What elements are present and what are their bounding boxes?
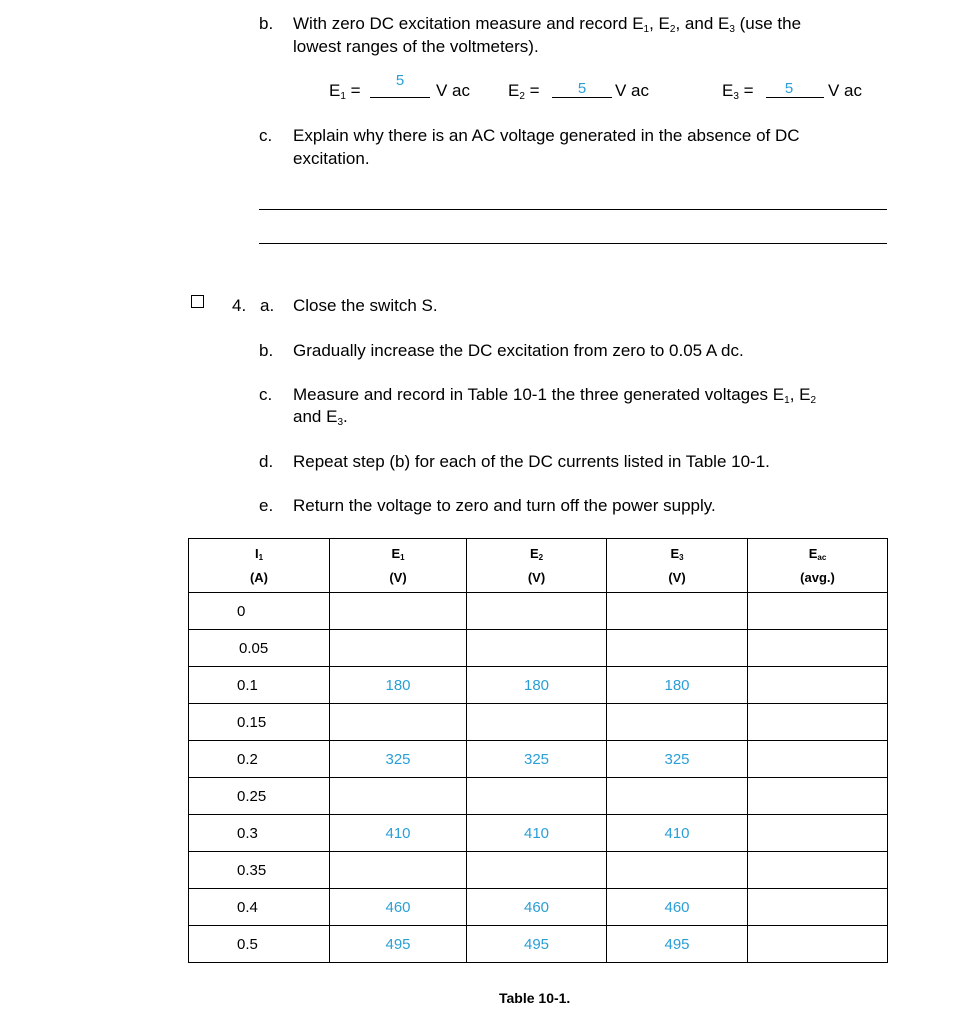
cell-e2[interactable]: 460 [467, 889, 607, 926]
table-row [189, 815, 888, 852]
cell-e2[interactable] [467, 630, 607, 667]
cell-e2[interactable]: 180 [467, 667, 607, 704]
cell-e2[interactable] [467, 852, 607, 889]
table-row [189, 630, 888, 667]
e1-answer-value: 5 [395, 72, 405, 89]
step4c-marker: c. [259, 385, 273, 404]
step4b-text: Gradually increase the DC excitation from zero to 0.05 A dc. [293, 341, 744, 360]
cell-i1: 0.5 [189, 926, 330, 963]
cell-e2[interactable]: 410 [467, 815, 607, 852]
e2-label: $E_2$ = [508, 81, 540, 102]
e1-label: $E_1$ = [329, 81, 361, 102]
cell-e1[interactable] [330, 704, 467, 741]
e3-answer-value: 5 [784, 80, 794, 97]
step4e-marker: e. [259, 496, 274, 515]
cell-e1[interactable] [330, 593, 467, 630]
cell-i1: 0.3 [189, 815, 330, 852]
table-row [189, 741, 888, 778]
e3-answer-line [766, 97, 824, 98]
cell-i1: 0.05 [189, 630, 330, 667]
cell-e3[interactable]: 180 [607, 667, 748, 704]
step3b-text-line2: lowest ranges of the voltmeters). [293, 37, 539, 56]
cell-e3[interactable]: 325 [607, 741, 748, 778]
cell-e3[interactable]: 495 [607, 926, 748, 963]
cell-eac[interactable] [748, 593, 888, 630]
step4c-text-line1: Measure and record in Table 10-1 the three generated voltages $E_1$, $E_2$ [293, 385, 817, 406]
e3-unit: V ac [828, 81, 863, 100]
step4-number: 4. [232, 296, 247, 315]
e1-unit: V ac [436, 81, 471, 100]
cell-e3[interactable] [607, 852, 748, 889]
step3b-text-line1: With zero DC excitation measure and record $E_1$, $E_2$, and $E_3$ (use the [293, 14, 802, 35]
cell-e2[interactable]: 325 [467, 741, 607, 778]
cell-e3[interactable]: 410 [607, 815, 748, 852]
cell-e2[interactable]: 495 [467, 926, 607, 963]
cell-e2[interactable] [467, 778, 607, 815]
step4a-text: Close the switch S. [293, 296, 438, 315]
cell-e1[interactable] [330, 852, 467, 889]
step3b-marker: b. [259, 14, 274, 33]
cell-i1: 0.4 [189, 889, 330, 926]
cell-i1: 0.15 [189, 704, 330, 741]
header-e3: $E_3$ (V) [607, 539, 748, 593]
cell-e1[interactable]: 495 [330, 926, 467, 963]
e2-unit: V ac [615, 81, 650, 100]
step4-checkbox-icon[interactable] [191, 295, 204, 308]
cell-e3[interactable] [607, 704, 748, 741]
cell-i1: 0.25 [189, 778, 330, 815]
step4a-marker: a. [260, 296, 275, 315]
cell-e1[interactable]: 460 [330, 889, 467, 926]
e2-answer-value: 5 [577, 80, 587, 97]
cell-e2[interactable] [467, 704, 607, 741]
cell-eac[interactable] [748, 778, 888, 815]
step4d-text: Repeat step (b) for each of the DC currents listed in Table 10-1. [293, 452, 770, 471]
header-i1: $I_1$ (A) [189, 539, 330, 593]
cell-eac[interactable] [748, 704, 888, 741]
header-e1: $E_1$ (V) [330, 539, 467, 593]
table-row [189, 704, 888, 741]
step3c-marker: c. [259, 126, 273, 145]
e2-answer-line [552, 97, 612, 98]
table-caption: Table 10-1. [499, 990, 571, 1006]
answer-line-1 [259, 209, 887, 210]
cell-i1: 0 [189, 593, 330, 630]
data-table [188, 538, 888, 963]
cell-eac[interactable] [748, 667, 888, 704]
table-row [189, 667, 888, 704]
cell-eac[interactable] [748, 741, 888, 778]
cell-eac[interactable] [748, 630, 888, 667]
step4b-marker: b. [259, 341, 274, 360]
cell-e1[interactable]: 325 [330, 741, 467, 778]
cell-e3[interactable]: 460 [607, 889, 748, 926]
e1-answer-line [370, 97, 430, 98]
cell-eac[interactable] [748, 852, 888, 889]
step3c-text-line2: excitation. [293, 149, 370, 168]
table-row [189, 852, 888, 889]
step4e-text: Return the voltage to zero and turn off the power supply. [293, 496, 716, 515]
cell-e3[interactable] [607, 593, 748, 630]
step3c-text-line1: Explain why there is an AC voltage generated in the absence of DC [293, 126, 800, 145]
table-row [189, 926, 888, 963]
cell-e1[interactable] [330, 630, 467, 667]
step4d-marker: d. [259, 452, 274, 471]
cell-i1: 0.1 [189, 667, 330, 704]
step4c-text-line2: and $E_3$. [293, 407, 348, 428]
header-eac: $E_{ac}$ (avg.) [748, 539, 888, 593]
table-header-row [189, 539, 888, 593]
answer-line-2 [259, 243, 887, 244]
cell-e1[interactable]: 410 [330, 815, 467, 852]
cell-i1: 0.35 [189, 852, 330, 889]
table-row [189, 778, 888, 815]
cell-eac[interactable] [748, 889, 888, 926]
cell-e1[interactable]: 180 [330, 667, 467, 704]
e3-label: $E_3$ = [722, 81, 754, 102]
table-row [189, 889, 888, 926]
cell-e3[interactable] [607, 630, 748, 667]
cell-eac[interactable] [748, 926, 888, 963]
cell-eac[interactable] [748, 815, 888, 852]
cell-e3[interactable] [607, 778, 748, 815]
cell-e1[interactable] [330, 778, 467, 815]
cell-e2[interactable] [467, 593, 607, 630]
table-row [189, 593, 888, 630]
header-e2: $E_2$ (V) [467, 539, 607, 593]
cell-i1: 0.2 [189, 741, 330, 778]
